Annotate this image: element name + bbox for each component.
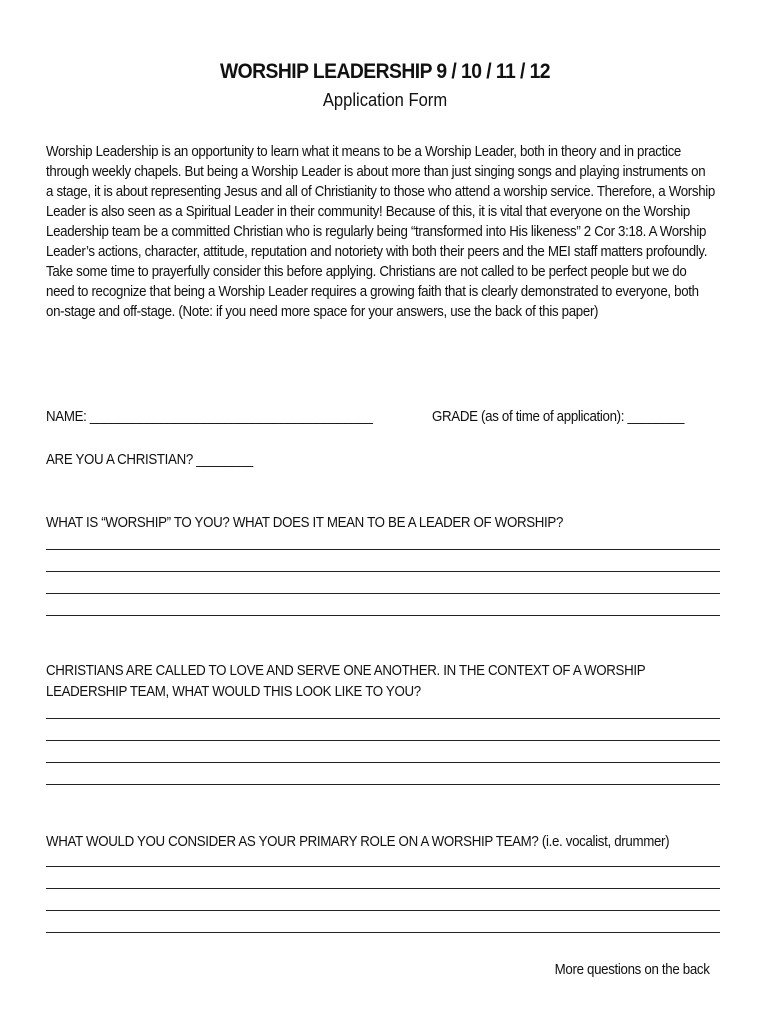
question-primary-role: WHAT WOULD YOU CONSIDER AS YOUR PRIMARY ROLE ON A WORSHIP TEAM? (i.e. vocalist, drummer) [46, 834, 670, 850]
question-worship-meaning: WHAT IS “WORSHIP” TO YOU? WHAT DOES IT MEAN TO BE A LEADER OF WORSHIP? [46, 515, 564, 531]
intro-paragraph: Worship Leadership is an opportunity to learn what it means to be a Worship Leader, both in theory and in practice through weekly chapels. But being a Worship Leader is about more than just singing songs and playing instruments on a stage, it is about representing Jesus and all of Christianity to those who attend a worship service. Therefore, a Worship Leader is also seen as a Spiritual Leader in their community! Because of this, it is vital that everyone on the Worship Leadership team be a committed Christian who is regularly being “transformed into His likeness” 2 Cor 3:18. A Worship Leader’s actions, character, attitude, reputation and notoriety with both their peers and the MEI staff matters profoundly. Take some time to prayerfully consider this before applying. Christians are not called to be perfect people but we do need to recognize that being a Worship Leader requires a growing faith that is clearly demonstrated to everyone, both on-stage and off-stage. (Note: if you need more space for your answers, use the back of this paper) [46, 144, 715, 320]
answer-line[interactable] [46, 740, 720, 741]
form-title: WORSHIP LEADERSHIP 9 / 10 / 11 / 12 [219, 60, 550, 83]
answer-line[interactable] [46, 784, 720, 785]
answer-line[interactable] [46, 593, 720, 594]
answer-line[interactable] [46, 762, 720, 763]
answer-line[interactable] [46, 866, 720, 867]
answer-line[interactable] [46, 932, 720, 933]
name-field[interactable]: NAME: ________________________________________ [46, 409, 373, 425]
question-love-and-serve: CHRISTIANS ARE CALLED TO LOVE AND SERVE ONE ANOTHER. IN THE CONTEXT OF A WORSHIP LEADERSHIP TEAM, WHAT WOULD THIS LOOK LIKE TO YOU? [46, 663, 646, 700]
answer-line[interactable] [46, 571, 720, 572]
answer-line[interactable] [46, 910, 720, 911]
christian-field[interactable]: ARE YOU A CHRISTIAN? ________ [46, 452, 253, 468]
answer-line[interactable] [46, 718, 720, 719]
answer-line[interactable] [46, 615, 720, 616]
more-questions-note: More questions on the back [555, 962, 710, 978]
form-subtitle: Application Form [322, 90, 448, 110]
answer-line[interactable] [46, 549, 720, 550]
grade-field[interactable]: GRADE (as of time of application): ________ [432, 409, 685, 425]
answer-line[interactable] [46, 888, 720, 889]
